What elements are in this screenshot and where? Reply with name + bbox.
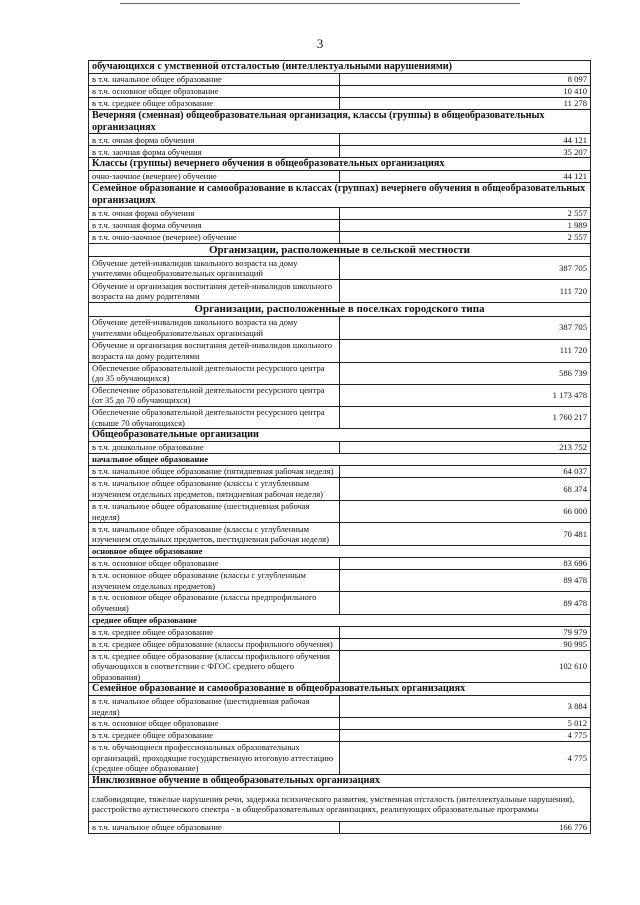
row-value: 387 705: [340, 316, 591, 339]
subsection-heading: среднее общее образование: [89, 614, 591, 626]
table-row: [89, 134, 591, 146]
row-label: в т.ч. начальное общее образование (шестидневная рабочая неделя): [89, 696, 340, 718]
row-value: 89 478: [340, 592, 591, 614]
section-heading: Семейное образование и самообразование в классах (группах) вечернего обучения в общеобразовательных организациях: [89, 183, 591, 208]
row-label: в т.ч. начальное общее образование (шестидневная рабочая неделя): [89, 500, 340, 522]
row-value: 2 557: [340, 207, 591, 219]
row-value: 111 720: [340, 339, 591, 362]
table-row: [89, 638, 591, 650]
row-label: очно-заочное (вечернее) обучение: [89, 171, 340, 183]
row-label: в т.ч. обучающиеся профессиональных образовательных организаций, проходящие государственную итоговую аттестацию (среднее общее образование): [89, 742, 340, 775]
row-value: 89 478: [340, 570, 591, 592]
row-label: в т.ч. основное общее образование: [89, 85, 340, 97]
table-row: [89, 219, 591, 231]
table-row: [89, 477, 591, 500]
section-heading: обучающихся с умственной отсталостью (интеллектуальными нарушениями): [89, 61, 591, 74]
table-row: [89, 85, 591, 97]
table-row: [89, 362, 591, 384]
row-label: в т.ч. начальное общее образование (классы с углубленным изучением отдельных предметов, шестидневная рабочая неделя): [89, 523, 340, 546]
row-label: в т.ч. среднее общее образование: [89, 730, 340, 742]
row-label: Обеспечение образовательной деятельности ресурсного центра (от 35 до 70 обучающихся): [89, 384, 340, 406]
table-row: [89, 500, 591, 522]
table-row: [89, 821, 591, 833]
row-label: в т.ч. очно-заочное (вечернее) обучение: [89, 231, 340, 243]
table-row: [89, 406, 591, 428]
page-number: 3: [316, 36, 324, 51]
row-label: Обучение и организация воспитания детей-инвалидов школьного возраста на дому родителями: [89, 339, 340, 362]
row-value: 66 000: [340, 500, 591, 522]
row-label: Обучение и организация воспитания детей-инвалидов школьного возраста на дому родителями: [89, 280, 340, 303]
table-row: [89, 546, 591, 558]
tariff-table: [88, 60, 591, 834]
table-row: [89, 465, 591, 477]
top-rule: [120, 3, 520, 4]
table-row: [89, 97, 591, 109]
table-row: [89, 339, 591, 362]
row-value: 213 752: [340, 441, 591, 453]
row-label: Обеспечение образовательной деятельности ресурсного центра (до 35 обучающихся): [89, 362, 340, 384]
row-label: в т.ч. начальное общее образование: [89, 73, 340, 85]
row-label: в т.ч. основное общее образование (классы с углубленным изучением отдельных предметов): [89, 570, 340, 592]
row-value: 79 979: [340, 626, 591, 638]
row-label: в т.ч. среднее общее образование (классы профильного обучения обучающихся в соответствии с ФГОС среднего общего образования): [89, 650, 340, 683]
table-row: [89, 742, 591, 775]
row-value: 5 012: [340, 718, 591, 730]
row-value: 3 884: [340, 696, 591, 718]
row-label: в т.ч. заочная форма обучения: [89, 146, 340, 158]
description-text: слабовидящие, тяжелые нарушения речи, задержка психического развития, умственная отсталость (интеллектуальные нарушения), расстройство аутистического спектра - в общеобразовательных организациях, реализующих образовательные программы: [89, 787, 591, 821]
row-label: в т.ч. основное общее образование: [89, 718, 340, 730]
table-row: [89, 61, 591, 74]
row-label: в т.ч. среднее общее образование (классы профильного обучения): [89, 638, 340, 650]
table-row: [89, 558, 591, 570]
table-row: [89, 650, 591, 683]
table-row: [89, 592, 591, 614]
table-row: [89, 316, 591, 339]
row-label: Обеспечение образовательной деятельности ресурсного центра (свыше 70 обучающихся): [89, 406, 340, 428]
table-row: [89, 171, 591, 183]
table-row: [89, 146, 591, 158]
table-row: [89, 570, 591, 592]
row-value: 387 705: [340, 257, 591, 280]
section-heading-centered: Организации, расположенные в поселках городского типа: [89, 303, 591, 316]
row-value: 111 720: [340, 280, 591, 303]
row-value: 8 097: [340, 73, 591, 85]
subsection-heading: основное общее образование: [89, 546, 591, 558]
table-row: [89, 243, 591, 256]
row-label: в т.ч. основное общее образование: [89, 558, 340, 570]
table-row: [89, 207, 591, 219]
section-heading: Вечерняя (сменная) общеобразовательная организация, классы (группы) в общеобразовательных организациях: [89, 109, 591, 134]
table-row: [89, 231, 591, 243]
row-label: в т.ч. начальное общее образование: [89, 821, 340, 833]
table-row: [89, 429, 591, 442]
table-row: [89, 73, 591, 85]
section-heading: Семейное образование и самообразование в общеобразовательных организациях: [89, 683, 591, 696]
row-value: 2 557: [340, 231, 591, 243]
row-value: 44 121: [340, 134, 591, 146]
row-value: 1 989: [340, 219, 591, 231]
row-value: 4 775: [340, 742, 591, 775]
table-row: [89, 718, 591, 730]
row-value: 35 207: [340, 146, 591, 158]
table-row: [89, 787, 591, 821]
row-label: в т.ч. среднее общее образование: [89, 97, 340, 109]
table-row: [89, 730, 591, 742]
row-value: 1 760 217: [340, 406, 591, 428]
table-row: [89, 384, 591, 406]
table-row: [89, 696, 591, 718]
section-heading: Классы (группы) вечернего обучения в общеобразовательных организациях: [89, 158, 591, 171]
table-row: [89, 453, 591, 465]
row-label: в т.ч. заочная форма обучения: [89, 219, 340, 231]
row-value: 4 775: [340, 730, 591, 742]
table-row: [89, 280, 591, 303]
table-row: [89, 441, 591, 453]
table-row: [89, 775, 591, 788]
row-value: 11 278: [340, 97, 591, 109]
section-heading-centered: Организации, расположенные в сельской местности: [89, 243, 591, 256]
table-row: [89, 183, 591, 208]
row-label: в т.ч. очная форма обучения: [89, 134, 340, 146]
section-heading: Инклюзивное обучение в общеобразовательных организациях: [89, 775, 591, 788]
table-row: [89, 523, 591, 546]
row-value: 68 374: [340, 477, 591, 500]
row-value: 102 610: [340, 650, 591, 683]
row-value: 1 173 478: [340, 384, 591, 406]
row-value: 64 037: [340, 465, 591, 477]
table-row: [89, 109, 591, 134]
row-label: Обучение детей-инвалидов школьного возраста на дому учителями общеобразовательных организаций: [89, 316, 340, 339]
table-row: [89, 683, 591, 696]
table-row: [89, 158, 591, 171]
row-label: в т.ч. начальное общее образование (пятидневная рабочая неделя): [89, 465, 340, 477]
row-label: в т.ч. дошкольное образование: [89, 441, 340, 453]
table-row: [89, 303, 591, 316]
table-row: [89, 614, 591, 626]
row-value: 10 410: [340, 85, 591, 97]
row-label: Обучение детей-инвалидов школьного возраста на дому учителями общеобразовательных организаций: [89, 257, 340, 280]
row-label: в т.ч. очная форма обучения: [89, 207, 340, 219]
row-value: 44 121: [340, 171, 591, 183]
table-row: [89, 626, 591, 638]
row-value: 166 776: [340, 821, 591, 833]
section-heading: Общеобразовательные организации: [89, 429, 591, 442]
subsection-heading: начальное общее образование: [89, 453, 591, 465]
row-value: 83 696: [340, 558, 591, 570]
table-row: [89, 257, 591, 280]
row-value: 586 739: [340, 362, 591, 384]
row-label: в т.ч. начальное общее образование (классы с углубленным изучением отдельных предметов, пятидневная рабочая неделя): [89, 477, 340, 500]
row-value: 70 481: [340, 523, 591, 546]
row-label: в т.ч. среднее общее образование: [89, 626, 340, 638]
row-label: в т.ч. основное общее образование (классы предпрофильного обучения): [89, 592, 340, 614]
row-value: 90 995: [340, 638, 591, 650]
